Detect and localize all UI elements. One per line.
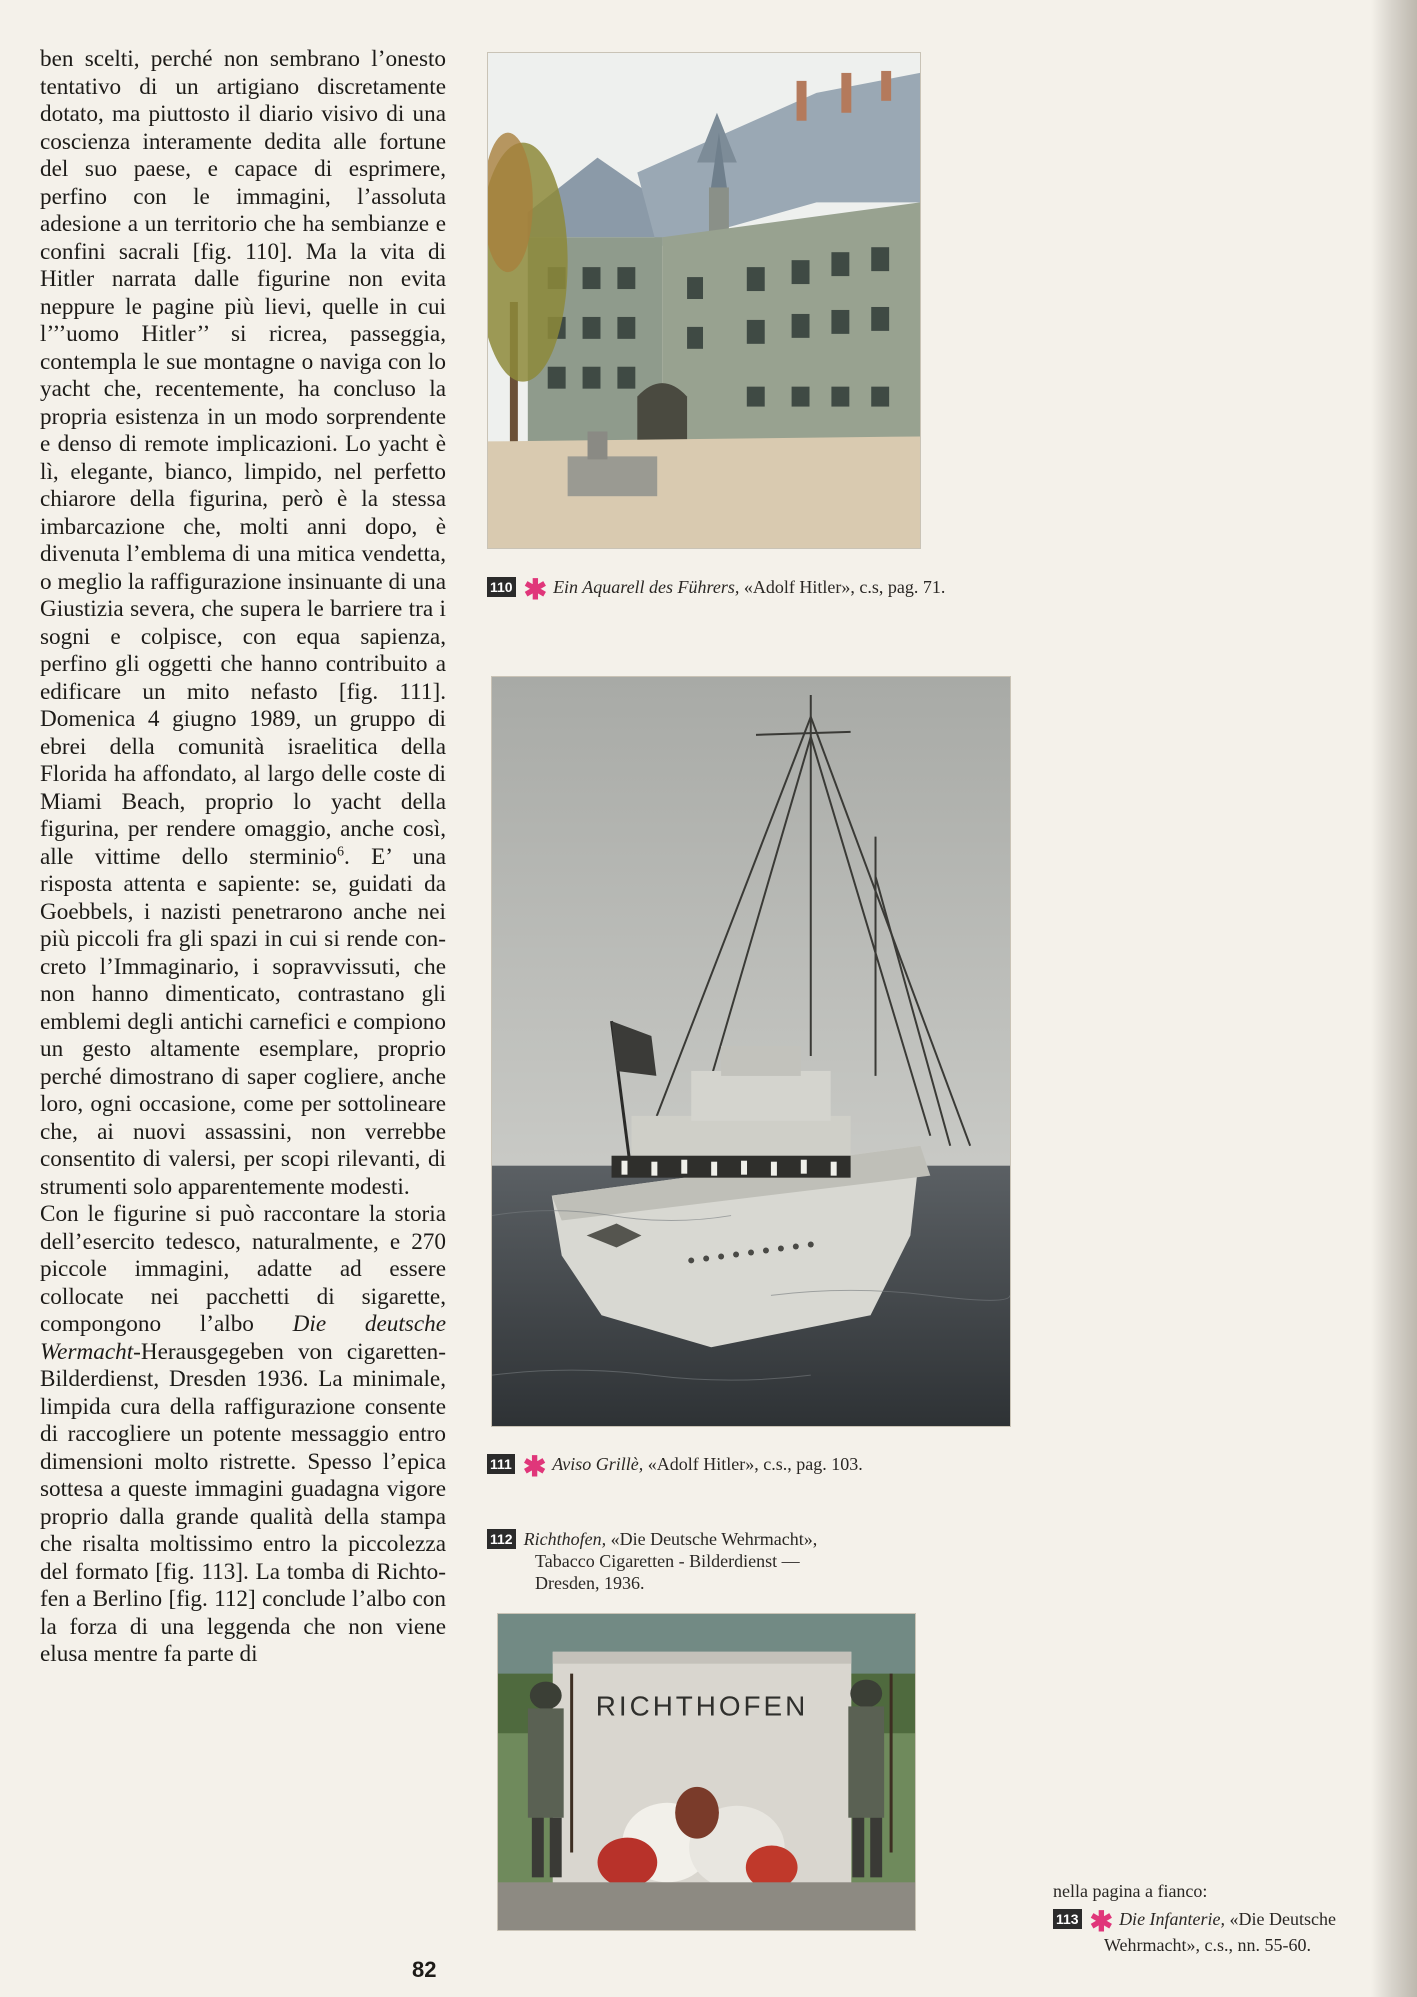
figure-110-watercolor-courtyard [487, 52, 921, 549]
caption-figure-110: 110 ✱ Ein Aquarell des Führers, «Adolf Hitler», c.s, pag. 71. [487, 576, 1087, 602]
asterisk-marker-icon: ✱ [523, 575, 548, 606]
caption-113-intro: nella pagina a fianco: [1053, 1881, 1208, 1901]
figure-number-badge: 112 [487, 1529, 516, 1549]
monument-inscription: RICHTHOFEN [595, 1690, 809, 1722]
footnote-reference[interactable]: 6 [336, 843, 344, 859]
body-paragraph-2: Con le figurine si può raccontare la storia dell’esercito tedesco, naturalmente, e 270 piccole immagini, adatte ad essere collocate nei pacchetti di sigarette, compongono l’albo Die deutsche Wermacht-Herausgegeben von cigaretten-Bilderdienst, Dresden 1936. La minimale, limpida cura della raffigurazione consente di raccogliere un potente messaggio entro dimensioni molto ristrette. Spesso l’epica sottesa a queste immagini guadagna vigore proprio dalla grande qualità della stampa che risalta moltissimo entro la piccolezza del formato [fig. 113]. La tomba di Richtofen a Berlino [fig. 112] conclude l’albo con la forza di una leggenda che non viene elusa mentre fa parte di [40, 1201, 446, 1667]
body-paragraph-1: ben scelti, perché non sembrano l’onesto tentativo di un artigiano discretamente dotato, ma piuttosto il diario visivo di una coscienza interamente dedita alle fortune del suo paese, e capace di esprimere, perfino con le immagini, l’assoluta adesione a un territorio che ha sembianze e confini sacrali [fig. 110]. Ma la vita di Hitler narrata dalle figurine non evita neppure le pagine più lievi, quelle in cui l’’’uomo Hitler’’ si ricrea, passeggia, contempla le sue montagne o naviga con lo yacht che, recentemente, ha concluso la propria esistenza in un modo sorprendente e denso di remote implicazioni. Lo yacht è lì, elegante, bianco, limpido, nel perfetto chiarore della figurina, però è la stessa imbarcazione che, molti anni dopo, è divenuta l’emblema di una mitica vendetta, o meglio la raffigurazione insinuante di una Giustizia severa, che supera le barriere tra i sogni e colpisce, con equa sapienza, perfino gli oggetti che hanno contribuito a edificare un mito nefasto [fig. 111]. Domenica 4 giugno 1989, un gruppo di ebrei della comunità israelitica della Florida ha affondato, al largo delle coste di Miami Beach, proprio lo yacht della figurina, per rendere omaggio, anche così, alle vittime dello sterminio$^6$. E’ una risposta attenta e sapiente: se, guidati da Goebbels, i nazisti penetrarono anche nei più piccoli fra gli spazi in cui si rende concreto l’Immaginario, i sopravvissuti, che non hanno dimenticato, contrastano gli emblemi degli antichi carnefici e compiono un gesto altamente esemplare, proprio perché dimostrano di saper cogliere, anche loro, ogni occasione, come per sottolineare che, ai nuovi assassini, non verrebbe consentito di valersi, per scopi rilevanti, di strumenti solo apparentemente modesti. [40, 46, 446, 1200]
album-title: Die deutsche Wermacht [40, 1311, 446, 1365]
figure-111-yacht-photo [491, 676, 1011, 1427]
body-text-column [40, 46, 446, 1669]
figure-number-badge: 111 [487, 1454, 515, 1474]
asterisk-marker-icon: ✱ [522, 1452, 547, 1483]
figure-112-richthofen-tomb [497, 1613, 916, 1931]
page-number: 82 [412, 1957, 437, 1982]
caption-figure-112: 112 Richthofen, «Die Deutsche Wehrmacht», Tabacco Cigaretten - Bilderdienst — Dresden, 1936. [487, 1528, 987, 1594]
asterisk-marker-icon: ✱ [1089, 1907, 1114, 1938]
figure-number-badge: 110 [487, 577, 516, 597]
book-binding-shadow [1371, 0, 1417, 1997]
caption-figure-113: nella pagina a fianco: 113 ✱ Die Infanterie, «Die Deutsche Wehrmacht», c.s., nn. 55-60. [1053, 1880, 1393, 1956]
figure-number-badge: 113 [1053, 1909, 1082, 1929]
caption-figure-111: 111 ✱ Aviso Grillè, «Adolf Hitler», c.s., pag. 103. [487, 1453, 1087, 1479]
